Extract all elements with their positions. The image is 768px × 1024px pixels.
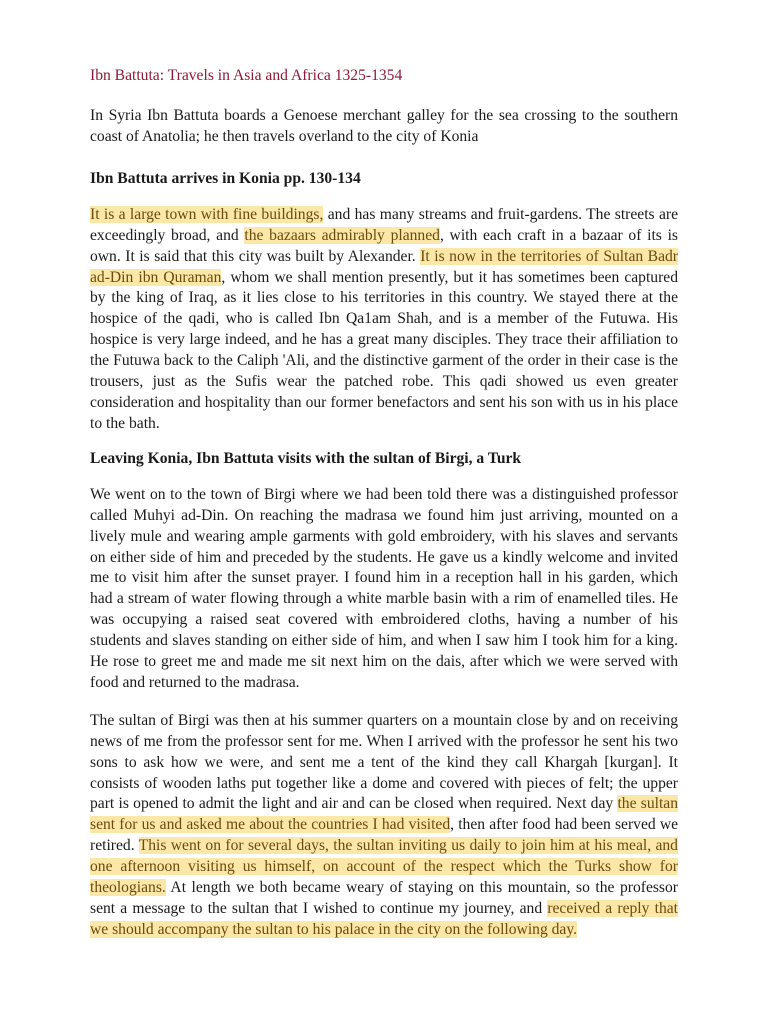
document-title: Ibn Battuta: Travels in Asia and Africa 1325-1354: [90, 67, 403, 84]
highlighted-text: It is a large town with fine buildings,: [90, 205, 324, 223]
highlighted-text: the sultan sent for us and asked me about the countries I had visited: [90, 795, 678, 834]
text-segment: The sultan of Birgi was then at his summer quarters on a mountain close by and on receiving news of me from the professor sent for me. When I arrived with the professor he sent his two sons to ask how we were, and sent me a tent of the kind they call Khargah [kurgan]. It consists of wooden laths put together like a dome and covered with pieces of felt; the upper part is opened to admit the light and air and can be closed when required. Next day: [90, 711, 678, 813]
highlighted-text: This went on for several days, the sultan inviting us daily to join him at his meal, and one afternoon visiting us himself, on account of the respect which the Turks show for theologians.: [90, 837, 678, 897]
section-heading-konia: Ibn Battuta arrives in Konia pp. 130-134: [90, 169, 361, 187]
text-segment: and has many streams and fruit-gardens. The streets are exceedingly broad, and: [90, 205, 678, 244]
text-segment: , then after food had been served we retired.: [90, 816, 679, 855]
birgi-paragraph-2: [90, 711, 678, 941]
text-segment: , whom we shall mention presently, but it has sometimes been captured by the king of Iraq, as it lies close to his territories in this country. We stayed there at the hospice of the qadi, who is called Ibn Qa1am Shah, and is a member of the Futuwa. His hospice is very large indeed, and he has a great many disciples. They trace their affiliation to the Futuwa back to the Caliph 'Ali, and the distinctive garment of the order in their case is the trousers, just as the Sufis wear the patched robe. This qadi showed us even greater consideration and hospitality than our former benefactors and sent his son with us in his place to the bath.: [90, 268, 678, 432]
konia-paragraph: [90, 205, 678, 435]
intro-paragraph: In Syria Ibn Battuta boards a Genoese merchant galley for the sea crossing to the southern coast of Anatolia; he then travels overland to the city of Konia: [90, 107, 678, 145]
birgi-paragraph-1: We went on to the town of Birgi where we had been told there was a distinguished professor called Muhyi ad-Din. On reaching the madrasa we found him just arriving, mounted on a lively mule and wearing ample garments with gold embroidery, with his slaves and servants on either side of him and preceded by the students. He gave us a kindly welcome and invited me to visit him after the sunset prayer. I found him in a reception hall in his garden, which had a stream of water flowing through a white marble basin with a rim of enamelled tiles. He was occupying a raised seat covered with embroidered cloths, having a number of his students and slaves standing on either side of him, and when I saw him I took him for a king. He rose to greet me and made me sit next him on the dais, after which we were served with food and returned to the madrasa.: [90, 485, 678, 691]
highlighted-text: It is now in the territories of Sultan Badr ad-Din ibn Quraman: [90, 247, 678, 286]
highlighted-text: received a reply that we should accompany the sultan to his palace in the city on the following day.: [90, 900, 678, 938]
text-segment: , with each craft in a bazaar of its is own. It is said that this city was built by Alexander.: [90, 226, 678, 265]
section-heading-birgi: Leaving Konia, Ibn Battuta visits with the sultan of Birgi, a Turk: [90, 449, 522, 467]
highlighted-text: the bazaars admirably planned: [244, 226, 440, 244]
text-segment: At length we both became weary of staying on this mountain, so the professor sent a message to the sultan that I wished to continue my journey, and: [90, 879, 678, 917]
